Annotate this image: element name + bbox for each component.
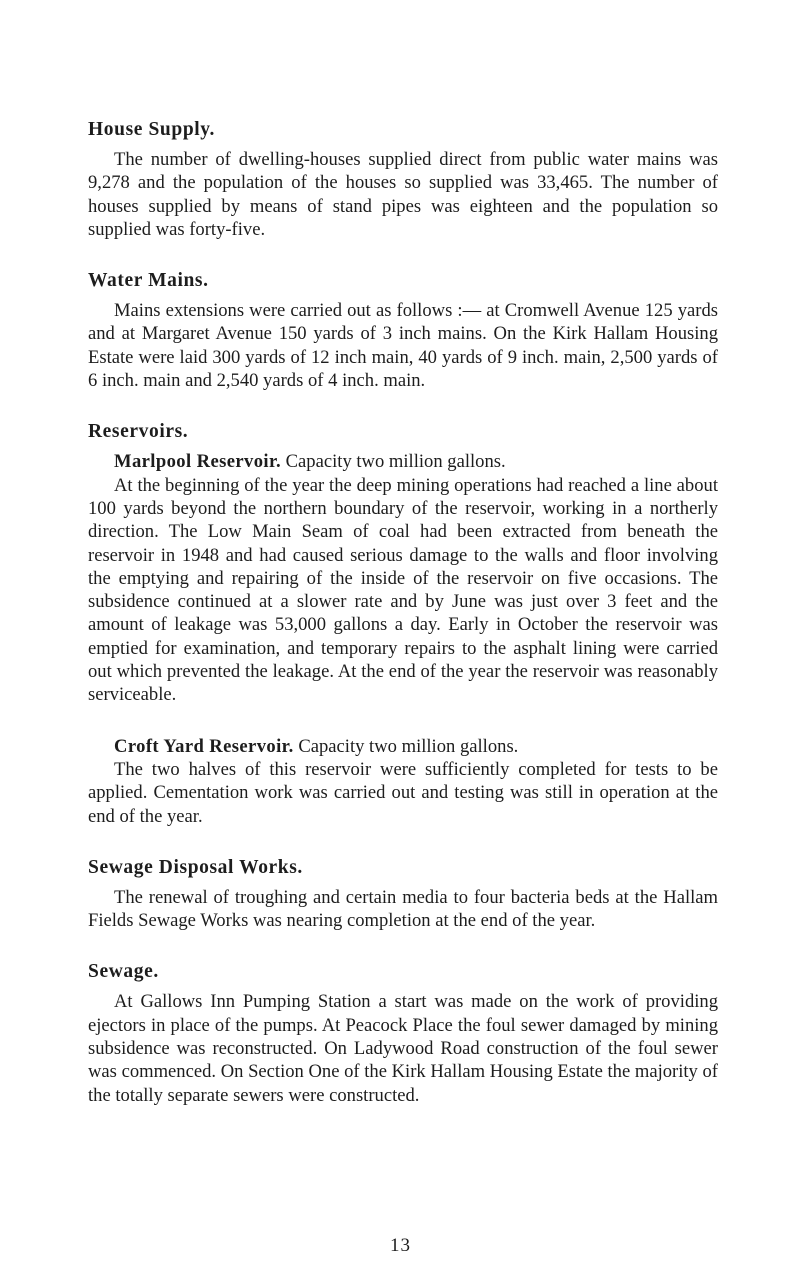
section-water-mains [88,269,718,392]
paragraph-sewage: At Gallows Inn Pumping Station a start was made on the work of providing ejectors in place of the pumps. At Peacock Place the foul sewer damaged by mining subsidence was reconstructed. On Ladywood Road construction of the foul sewer was commenced. On Section One of the Kirk Hallam Housing Estate the majority of the totally separate sewers were constructed. [88,991,718,1106]
heading-sewage: Sewage. [88,961,159,983]
document-page [88,118,718,1135]
subheading-marlpool [88,450,718,473]
section-sewage-disposal [88,856,718,933]
croft-yard-capacity: Capacity two million gallons. [298,735,519,757]
section-reservoirs [88,420,718,706]
heading-reservoirs: Reservoirs. [88,421,189,443]
heading-house-supply: House Supply. [88,119,216,140]
page-number: 13 [390,1235,411,1256]
paragraph-house-supply: The number of dwelling-houses supplied direct from public water mains was 9,278 and the population of the houses so supplied was 33,465. The number of houses supplied by means of stand pipes was eighteen and the population so supplied was forty-five. [88,149,718,240]
paragraph-sewage-disposal: The renewal of troughing and certain media to four bacteria beds at the Hallam Fields Sewage Works was nearing completion at the end of the year. [88,886,718,932]
subheading-croft-yard [88,735,718,758]
section-sewage [88,960,718,1106]
marlpool-capacity: Capacity two million gallons. [285,451,506,473]
section-croft-yard [88,735,718,828]
paragraph-marlpool: At the beginning of the year the deep mining operations had reached a line about 100 yards beyond the northern boundary of the reservoir, working in a northerly direction. The Low Main Seam of coal had been extracted from beneath the reservoir in 1948 and had caused serious damage to the walls and floor involving the emptying and repairing of the inside of the reservoir on five occasions. The subsidence continued at a slower rate and by June was just over 3 feet and the amount of leakage was 53,000 gallons a day. Early in October the reservoir was emptied for examination, and temporary repairs to the asphalt lining were carried out which prevented the leakage. At the end of the year the reservoir was reasonably serviceable. [88,474,718,706]
section-house-supply [88,118,718,241]
heading-sewage-disposal: Sewage Disposal Works. [88,856,303,878]
paragraph-water-mains: Mains extensions were carried out as follows :— at Cromwell Avenue 125 yards and at Margaret Avenue 150 yards of 3 inch mains. On the Kirk Hallam Housing Estate were laid 300 yards of 12 inch main, 40 yards of 9 inch. main, 2,500 yards of 6 inch. main and 2,540 yards of 4 inch. main. [88,300,718,392]
marlpool-title: Marlpool Reservoir. [114,451,281,473]
paragraph-croft-yard: The two halves of this reservoir were sufficiently completed for tests to be applied. Cementation work was carried out and testing was still in operation at the end of the year. [88,758,718,827]
croft-yard-title: Croft Yard Reservoir. [114,735,294,757]
heading-water-mains: Water Mains. [88,270,209,292]
